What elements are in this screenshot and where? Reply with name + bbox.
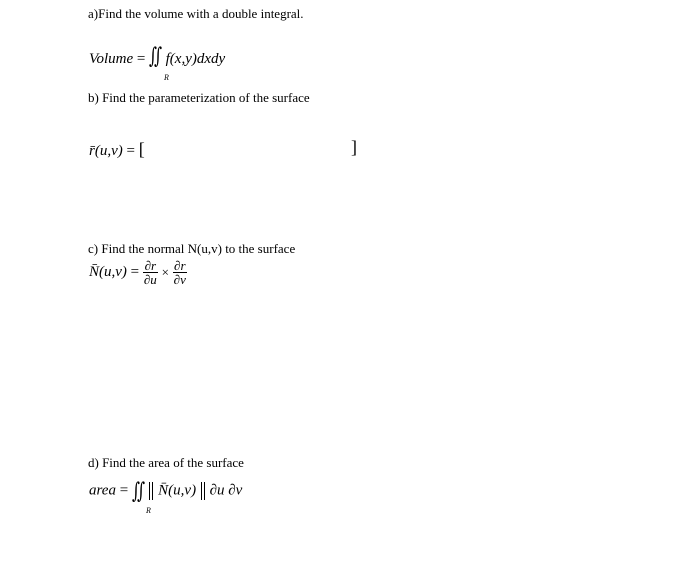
surface-area-formula [89, 480, 242, 502]
partial-r-partial-u-fraction [143, 259, 158, 286]
area-label: area [89, 482, 116, 499]
norm-bar-right [201, 482, 202, 500]
normal-formula [89, 259, 187, 286]
region-label: R [164, 73, 169, 82]
fraction-numerator: ∂r [144, 258, 157, 273]
integrand: f(x,y)dxdy [165, 51, 226, 67]
part-b-heading: b) Find the parameterization of the surface [88, 90, 310, 105]
region-label: R [146, 506, 151, 515]
equals-sign: = [136, 51, 146, 67]
equals-sign: = [119, 482, 129, 499]
differentials: ∂u ∂v [209, 482, 243, 499]
equals-sign: = [130, 264, 140, 280]
fraction-denominator: ∂u [143, 272, 157, 287]
part-a-heading: a)Find the volume with a double integral. [88, 6, 304, 21]
volume-formula [89, 45, 225, 68]
equals-sign: = [126, 143, 135, 159]
part-d-heading: d) Find the area of the surface [88, 455, 244, 470]
position-vector-label: r̄(u,v) [89, 143, 123, 159]
fraction-denominator: ∂v [173, 272, 186, 287]
open-bracket: [ [138, 139, 145, 159]
cross-product-sign: × [161, 264, 169, 280]
parameterization-formula [89, 139, 145, 160]
partial-r-partial-v-fraction [173, 259, 187, 286]
fraction-numerator: ∂r [174, 258, 186, 273]
norm-bar-left [152, 482, 153, 500]
norm-argument: N̄(u,v) [158, 482, 197, 499]
norm-bar-left [149, 482, 150, 500]
normal-vector-label: N̄(u,v) [89, 264, 127, 280]
double-integral-symbol: ∬ [149, 43, 159, 68]
double-integral-symbol: ∬ [131, 478, 141, 503]
norm-bar-right [204, 482, 205, 500]
part-c-heading: c) Find the normal N(u,v) to the surface [88, 241, 296, 256]
volume-label: Volume [89, 51, 134, 67]
close-bracket: ] [351, 137, 357, 157]
